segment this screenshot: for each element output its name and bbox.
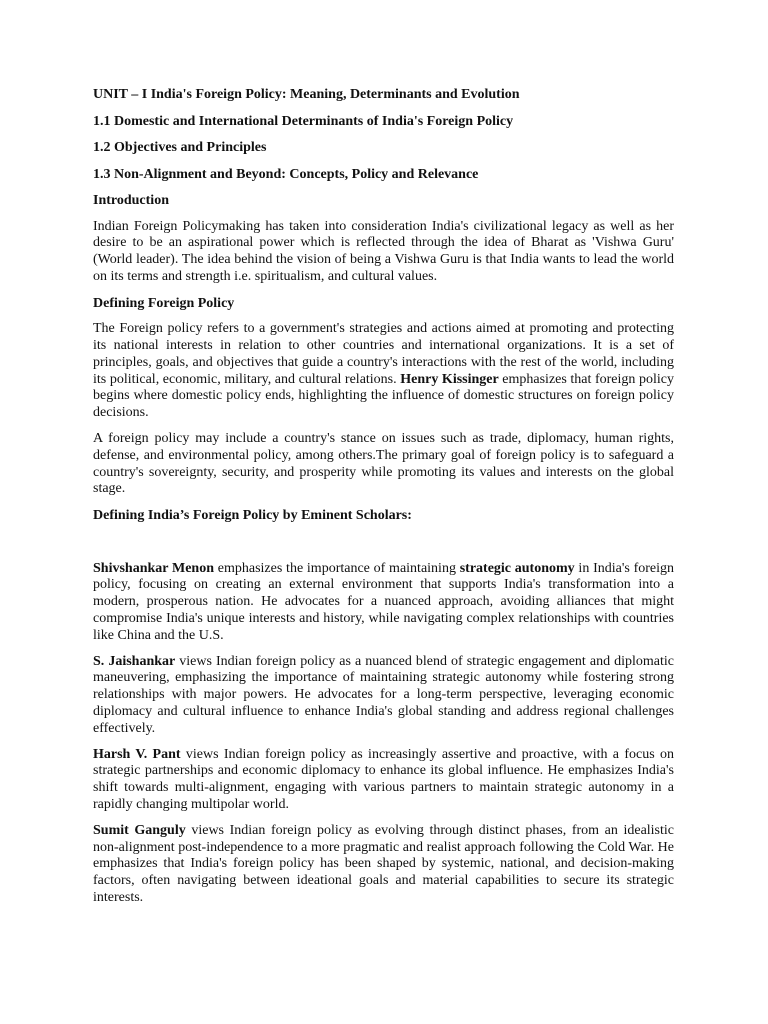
jaishankar-paragraph: [93, 654, 674, 738]
introduction-paragraph: Indian Foreign Policymaking has taken into consideration India's civilizational legacy as well as her desire to be an aspirational power which is reflected through the idea of Bharat as 'Vishwa Guru' (World leader). The idea behind the vision of being a Vishwa Guru is that India wants to lead the world on its terms and strength i.e. spiritualism, and cultural values.: [93, 218, 674, 284]
spacer: [93, 534, 674, 561]
menon-name: Shivshankar Menon: [93, 560, 214, 576]
ganguly-name: Sumit Ganguly: [93, 822, 186, 838]
introduction-heading: Introduction: [93, 193, 169, 208]
kissinger-name: Henry Kissinger: [400, 371, 499, 387]
pant-text: views Indian foreign policy as increasingly assertive and proactive, with a focus on strategic partnerships and economic diplomacy to enhance its global influence. He emphasizes India's shift towards multi-alignment, engaging with various partners to maintain strategic autonomy in a rapidly changing multipolar world.: [93, 746, 675, 813]
scholars-heading: Defining India’s Foreign Policy by Eminent Scholars:: [93, 508, 412, 524]
defining-foreign-policy-heading: Defining Foreign Policy: [93, 295, 235, 311]
foreign-policy-text-start: The Foreign policy refers to a government's strategies and actions aimed at promoting and protecting its national interests in relation to other countries and international organizations. It is a set of principles, goals, and objectives that guide a country's interactions with the rest of the world, including its political, economic, military, and cultural relations.: [93, 321, 674, 387]
section-heading-1-1: 1.1 Domestic and International Determinants of India's Foreign Policy: [93, 113, 514, 129]
foreign-policy-paragraph-2: A foreign policy may include a country's stance on issues such as trade, diplomacy, human rights, defense, and environmental policy, among others.The primary goal of foreign policy is to safeguard a country's sovereignty, security, and prosperity while promoting its values and interests on the global stage.: [93, 430, 674, 497]
foreign-policy-paragraph-1: [93, 321, 674, 422]
pant-paragraph: [93, 747, 674, 814]
section-heading-1-2: 1.2 Objectives and Principles: [93, 140, 267, 155]
ganguly-text: views Indian foreign policy as evolving through distinct phases, from an idealistic non-alignment post-independence to a more pragmatic and realist approach following the Cold War. He emphasizes that India's foreign policy has been shaped by systemic, national, and decision-making factors, often navigating between ideational goals and material capabilities to secure its strategic interests.: [93, 822, 674, 905]
jaishankar-name: S. Jaishankar: [93, 653, 176, 669]
ganguly-paragraph: [93, 823, 674, 907]
jaishankar-text: views Indian foreign policy as a nuanced blend of strategic engagement and diplomatic maneuvering, emphasizing the importance of maintaining strategic autonomy while fostering strong relationships with major powers. He advocates for a long-term perspective, leveraging economic diplomacy and cultural influence to enhance India's global standing and address regional challenges effectively.: [93, 653, 674, 736]
menon-text-a: emphasizes the importance of maintaining: [214, 560, 460, 576]
foreign-policy-text-end: emphasizes that foreign policy begins where domestic policy ends, highlighting the influence of domestic structures on foreign policy decisions.: [93, 371, 674, 421]
menon-text-b: in India's foreign policy, focusing on creating an external environment that supports India's transformation into a modern, prosperous nation. He advocates for a nuanced approach, avoiding alliances that might compromise India's unique interests and history, while navigating complex relationships with countries like China and the U.S.: [93, 560, 675, 643]
pant-name: Harsh V. Pant: [93, 746, 181, 762]
section-heading-1-3: 1.3 Non-Alignment and Beyond: Concepts, Policy and Relevance: [93, 166, 479, 182]
menon-paragraph: [93, 561, 674, 645]
unit-title: UNIT – I India's Foreign Policy: Meaning, Determinants and Evolution: [93, 87, 520, 102]
strategic-autonomy-term: strategic autonomy: [459, 560, 575, 576]
